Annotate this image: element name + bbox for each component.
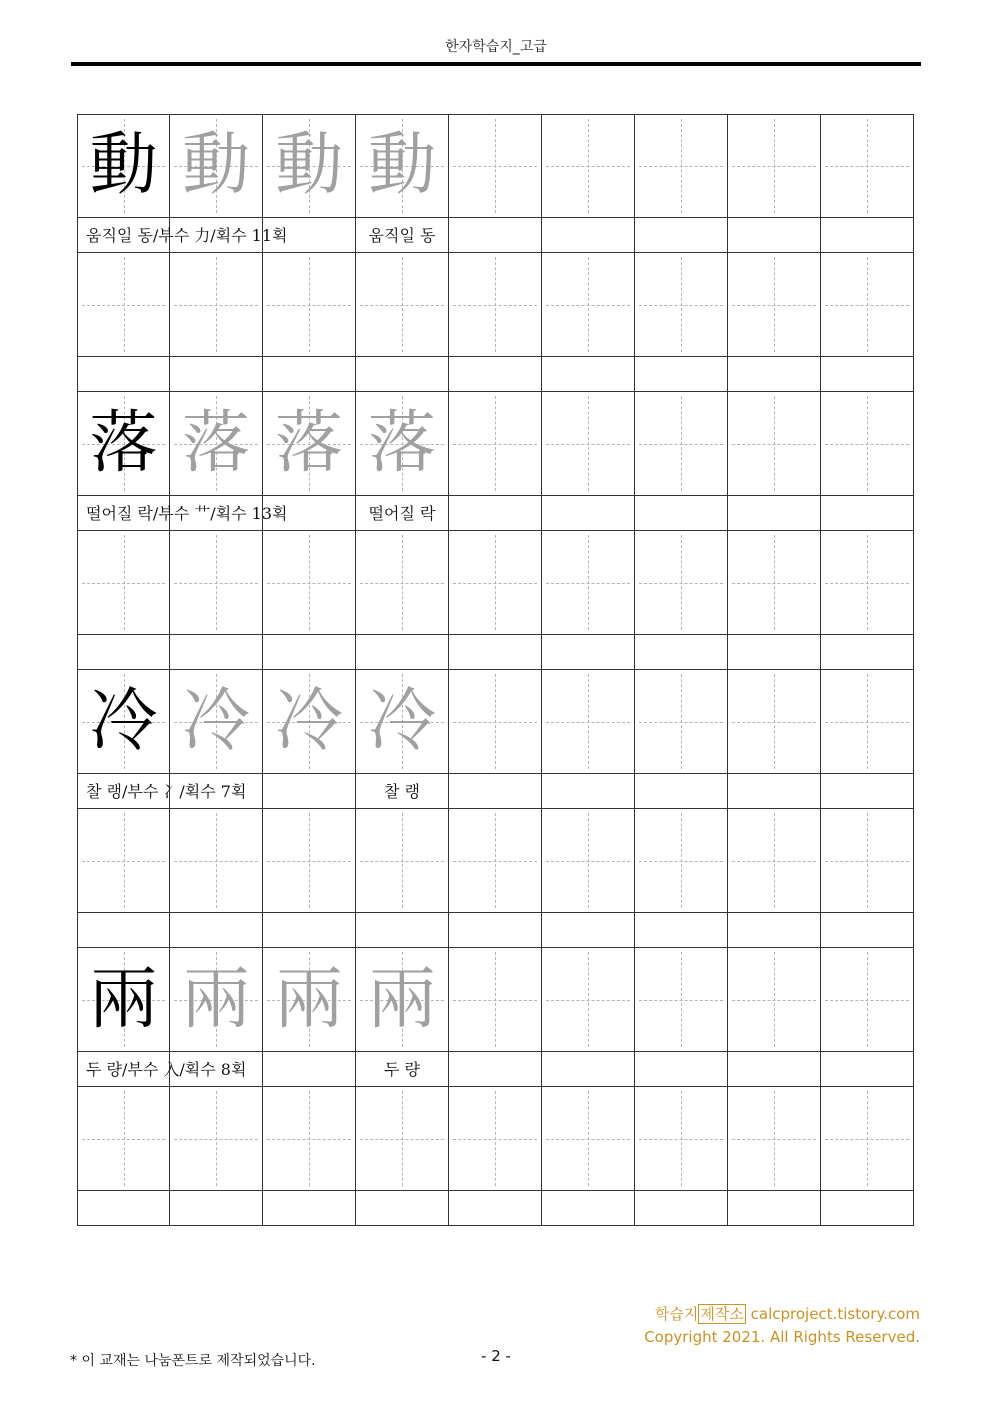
trace-hanja: 兩 <box>181 959 250 1039</box>
label-cell <box>356 496 449 531</box>
blank-label-row <box>77 1191 915 1226</box>
guide-line-horizontal <box>825 444 909 445</box>
guide-line-horizontal <box>546 444 630 445</box>
trace-hanja: 動 <box>274 126 343 205</box>
practice-cell[interactable] <box>449 114 542 218</box>
blank-label-cell[interactable] <box>635 1191 728 1226</box>
guide-line-horizontal <box>639 861 723 862</box>
guide-line-horizontal <box>639 305 723 306</box>
hanja-cell <box>170 114 263 218</box>
label-cell <box>77 1052 247 1087</box>
practice-cell[interactable] <box>263 253 356 357</box>
brand-site: calcproject.tistory.com <box>750 1305 920 1323</box>
page-number: - 2 - <box>481 1347 511 1365</box>
practice-cell[interactable] <box>356 809 449 913</box>
guide-line-horizontal <box>546 1139 630 1140</box>
label-row <box>77 774 915 809</box>
blank-label-cell[interactable] <box>170 357 263 392</box>
guide-line-horizontal <box>453 305 537 306</box>
hanja-cell <box>77 948 170 1052</box>
hanja-cell <box>356 948 449 1052</box>
label-cell[interactable] <box>635 218 728 253</box>
guide-line-horizontal <box>825 583 909 584</box>
practice-cell[interactable] <box>263 531 356 635</box>
guide-line-horizontal <box>732 722 816 723</box>
guide-line-horizontal <box>732 1000 816 1001</box>
guide-line-horizontal <box>546 861 630 862</box>
model-hanja: 兩 <box>89 959 158 1039</box>
guide-line-horizontal <box>546 1000 630 1001</box>
blank-label-cell[interactable] <box>542 357 635 392</box>
blank-label-cell[interactable] <box>449 913 542 948</box>
practice-cell[interactable] <box>542 809 635 913</box>
practice-cell[interactable] <box>77 1087 170 1191</box>
practice-cell[interactable] <box>542 392 635 496</box>
practice-cell[interactable] <box>170 1087 263 1191</box>
guide-line-horizontal <box>267 861 351 862</box>
blank-label-row <box>77 913 915 948</box>
blank-label-cell[interactable] <box>449 1191 542 1226</box>
label-cell[interactable] <box>728 774 821 809</box>
practice-cell[interactable] <box>728 670 821 774</box>
label-cell[interactable] <box>821 1052 914 1087</box>
label-cell[interactable] <box>635 1052 728 1087</box>
model-row <box>77 114 915 218</box>
guide-line-horizontal <box>360 1139 444 1140</box>
hanja-reading: 찰 랭 <box>384 782 420 801</box>
blank-label-row <box>77 635 915 670</box>
label-cell <box>77 496 288 531</box>
label-row <box>77 496 915 531</box>
practice-cell[interactable] <box>542 670 635 774</box>
blank-label-cell[interactable] <box>821 913 914 948</box>
guide-line-horizontal <box>267 305 351 306</box>
blank-label-cell[interactable] <box>821 357 914 392</box>
blank-label-cell[interactable] <box>263 357 356 392</box>
practice-row <box>77 809 915 913</box>
guide-line-horizontal <box>546 166 630 167</box>
practice-grid <box>77 114 915 1226</box>
practice-cell[interactable] <box>356 253 449 357</box>
guide-line-horizontal <box>453 166 537 167</box>
label-cell <box>77 774 247 809</box>
trace-hanja: 落 <box>274 403 343 483</box>
guide-line-horizontal <box>82 305 165 306</box>
guide-line-horizontal <box>825 166 909 167</box>
guide-line-horizontal <box>546 583 630 584</box>
label-cell[interactable] <box>449 774 542 809</box>
guide-line-horizontal <box>267 583 351 584</box>
blank-label-cell[interactable] <box>356 913 449 948</box>
practice-cell[interactable] <box>728 392 821 496</box>
hanja-cell <box>356 114 449 218</box>
practice-cell[interactable] <box>635 253 728 357</box>
blank-label-cell[interactable] <box>821 1191 914 1226</box>
trace-hanja: 兩 <box>274 959 343 1039</box>
blank-label-cell[interactable] <box>542 635 635 670</box>
label-cell[interactable] <box>728 1052 821 1087</box>
guide-line-horizontal <box>639 444 723 445</box>
label-cell <box>263 774 356 809</box>
guide-line-horizontal <box>174 1139 258 1140</box>
guide-line-horizontal <box>825 861 909 862</box>
practice-cell[interactable] <box>263 809 356 913</box>
blank-label-cell[interactable] <box>449 635 542 670</box>
practice-cell[interactable] <box>356 531 449 635</box>
model-hanja: 冷 <box>89 681 158 761</box>
guide-line-horizontal <box>732 166 816 167</box>
practice-cell[interactable] <box>449 531 542 635</box>
label-cell[interactable] <box>542 496 635 531</box>
guide-line-horizontal <box>732 444 816 445</box>
blank-label-cell[interactable] <box>728 357 821 392</box>
model-row <box>77 670 915 774</box>
guide-line-horizontal <box>639 583 723 584</box>
practice-row <box>77 531 915 635</box>
practice-cell[interactable] <box>449 253 542 357</box>
hanja-cell <box>263 948 356 1052</box>
guide-line-horizontal <box>825 722 909 723</box>
model-hanja: 動 <box>89 126 158 205</box>
practice-cell[interactable] <box>356 1087 449 1191</box>
trace-hanja: 冷 <box>181 681 250 761</box>
blank-label-cell[interactable] <box>635 913 728 948</box>
guide-line-horizontal <box>453 1000 537 1001</box>
blank-label-cell[interactable] <box>170 635 263 670</box>
label-cell[interactable] <box>821 496 914 531</box>
blank-label-cell[interactable] <box>635 635 728 670</box>
practice-cell[interactable] <box>542 1087 635 1191</box>
hanja-cell <box>77 392 170 496</box>
hanja-cell <box>263 670 356 774</box>
trace-hanja: 落 <box>367 403 436 483</box>
label-row <box>77 218 915 253</box>
hanja-cell <box>356 392 449 496</box>
practice-cell[interactable] <box>170 531 263 635</box>
practice-cell[interactable] <box>542 253 635 357</box>
practice-cell[interactable] <box>728 531 821 635</box>
practice-cell[interactable] <box>821 948 914 1052</box>
practice-cell[interactable] <box>821 1087 914 1191</box>
guide-line-horizontal <box>732 583 816 584</box>
label-cell[interactable] <box>728 496 821 531</box>
practice-cell[interactable] <box>635 531 728 635</box>
guide-line-horizontal <box>360 861 444 862</box>
guide-line-horizontal <box>174 861 258 862</box>
blank-label-cell[interactable] <box>356 635 449 670</box>
guide-line-horizontal <box>546 722 630 723</box>
font-note: * 이 교재는 나눔폰트로 제작되었습니다. <box>70 1353 316 1369</box>
blank-label-cell[interactable] <box>263 635 356 670</box>
guide-line-horizontal <box>453 444 537 445</box>
blank-label-cell[interactable] <box>542 1191 635 1226</box>
guide-line-horizontal <box>360 305 444 306</box>
label-cell <box>356 1052 449 1087</box>
hanja-cell <box>77 114 170 218</box>
hanja-cell <box>170 948 263 1052</box>
hanja-info: 두 량/부수 入/획수 8획 <box>86 1060 247 1079</box>
hanja-reading: 움직일 동 <box>368 226 436 245</box>
label-cell <box>77 218 288 253</box>
practice-cell[interactable] <box>77 809 170 913</box>
practice-cell[interactable] <box>449 392 542 496</box>
practice-cell[interactable] <box>635 392 728 496</box>
guide-line-horizontal <box>174 305 258 306</box>
hanja-cell <box>77 670 170 774</box>
practice-cell[interactable] <box>728 114 821 218</box>
practice-cell[interactable] <box>449 1087 542 1191</box>
practice-cell[interactable] <box>77 531 170 635</box>
brand-boxed: 제작소 <box>700 1305 744 1323</box>
blank-label-cell[interactable] <box>356 1191 449 1226</box>
guide-line-horizontal <box>453 722 537 723</box>
blank-label-cell[interactable] <box>728 913 821 948</box>
practice-cell[interactable] <box>635 948 728 1052</box>
model-row <box>77 392 915 496</box>
blank-label-cell[interactable] <box>77 635 170 670</box>
practice-cell[interactable] <box>449 809 542 913</box>
practice-row <box>77 1087 915 1191</box>
practice-cell[interactable] <box>821 392 914 496</box>
practice-row <box>77 253 915 357</box>
guide-line-horizontal <box>825 305 909 306</box>
label-cell <box>263 1052 356 1087</box>
blank-label-row <box>77 357 915 392</box>
practice-cell[interactable] <box>635 670 728 774</box>
practice-cell[interactable] <box>542 114 635 218</box>
practice-cell[interactable] <box>635 1087 728 1191</box>
guide-line-horizontal <box>546 305 630 306</box>
guide-line-horizontal <box>453 861 537 862</box>
practice-cell[interactable] <box>821 809 914 913</box>
blank-label-cell[interactable] <box>821 635 914 670</box>
hanja-reading: 떨어질 락 <box>368 504 436 523</box>
guide-line-horizontal <box>639 1000 723 1001</box>
hanja-reading: 두 량 <box>384 1060 420 1079</box>
page-title: 한자학습지_고급 <box>445 39 547 55</box>
hanja-info: 움직일 동/부수 力/획수 11획 <box>86 226 288 245</box>
label-cell[interactable] <box>635 496 728 531</box>
practice-cell[interactable] <box>728 809 821 913</box>
hanja-cell <box>263 114 356 218</box>
brand-prefix: 학습지 <box>654 1305 699 1323</box>
label-cell <box>356 774 449 809</box>
trace-hanja: 動 <box>181 126 250 205</box>
blank-label-cell[interactable] <box>263 1191 356 1226</box>
practice-cell[interactable] <box>728 253 821 357</box>
copyright: Copyright 2021. All Rights Reserved. <box>644 1328 920 1346</box>
practice-cell[interactable] <box>728 948 821 1052</box>
guide-line-horizontal <box>174 583 258 584</box>
guide-line-horizontal <box>82 1139 165 1140</box>
model-row <box>77 948 915 1052</box>
guide-line-horizontal <box>82 861 165 862</box>
hanja-info: 떨어질 락/부수 艹/획수 13획 <box>86 504 288 523</box>
trace-hanja: 動 <box>367 126 436 205</box>
practice-cell[interactable] <box>77 253 170 357</box>
trace-hanja: 兩 <box>367 959 436 1039</box>
hanja-info: 찰 랭/부수 冫/획수 7획 <box>86 782 247 801</box>
practice-cell[interactable] <box>449 948 542 1052</box>
guide-line-horizontal <box>82 583 165 584</box>
blank-label-cell[interactable] <box>77 913 170 948</box>
practice-cell[interactable] <box>542 531 635 635</box>
trace-hanja: 落 <box>181 403 250 483</box>
practice-cell[interactable] <box>821 114 914 218</box>
practice-cell[interactable] <box>635 114 728 218</box>
guide-line-horizontal <box>639 166 723 167</box>
practice-cell[interactable] <box>728 1087 821 1191</box>
blank-label-cell[interactable] <box>449 357 542 392</box>
blank-label-cell[interactable] <box>728 1191 821 1226</box>
practice-cell[interactable] <box>821 531 914 635</box>
guide-line-horizontal <box>732 1139 816 1140</box>
blank-label-cell[interactable] <box>170 913 263 948</box>
brand-line <box>655 1303 920 1324</box>
model-hanja: 落 <box>89 403 158 483</box>
guide-line-horizontal <box>639 1139 723 1140</box>
practice-cell[interactable] <box>263 1087 356 1191</box>
hanja-cell <box>170 670 263 774</box>
label-cell[interactable] <box>542 1052 635 1087</box>
blank-label-cell[interactable] <box>542 913 635 948</box>
guide-line-horizontal <box>267 1139 351 1140</box>
blank-label-cell[interactable] <box>77 1191 170 1226</box>
guide-line-horizontal <box>360 583 444 584</box>
practice-cell[interactable] <box>821 670 914 774</box>
guide-line-horizontal <box>453 583 537 584</box>
guide-line-horizontal <box>453 1139 537 1140</box>
label-row <box>77 1052 915 1087</box>
label-cell[interactable] <box>821 218 914 253</box>
label-cell[interactable] <box>728 218 821 253</box>
practice-cell[interactable] <box>170 809 263 913</box>
practice-cell[interactable] <box>821 253 914 357</box>
guide-line-horizontal <box>732 861 816 862</box>
trace-hanja: 冷 <box>367 681 436 761</box>
label-cell[interactable] <box>542 218 635 253</box>
guide-line-horizontal <box>825 1000 909 1001</box>
label-cell <box>356 218 449 253</box>
practice-cell[interactable] <box>170 253 263 357</box>
label-cell[interactable] <box>449 1052 542 1087</box>
hanja-cell <box>263 392 356 496</box>
label-cell[interactable] <box>449 218 542 253</box>
label-cell[interactable] <box>542 774 635 809</box>
hanja-cell <box>356 670 449 774</box>
guide-line-horizontal <box>639 722 723 723</box>
blank-label-cell[interactable] <box>635 357 728 392</box>
blank-label-cell[interactable] <box>728 635 821 670</box>
guide-line-horizontal <box>825 1139 909 1140</box>
practice-cell[interactable] <box>635 809 728 913</box>
blank-label-cell[interactable] <box>356 357 449 392</box>
label-cell[interactable] <box>449 496 542 531</box>
blank-label-cell[interactable] <box>77 357 170 392</box>
hanja-cell <box>170 392 263 496</box>
blank-label-cell[interactable] <box>170 1191 263 1226</box>
label-cell[interactable] <box>635 774 728 809</box>
header-rule <box>71 62 921 66</box>
practice-cell[interactable] <box>542 948 635 1052</box>
blank-label-cell[interactable] <box>263 913 356 948</box>
guide-line-horizontal <box>732 305 816 306</box>
practice-cell[interactable] <box>449 670 542 774</box>
trace-hanja: 冷 <box>274 681 343 761</box>
label-cell[interactable] <box>821 774 914 809</box>
